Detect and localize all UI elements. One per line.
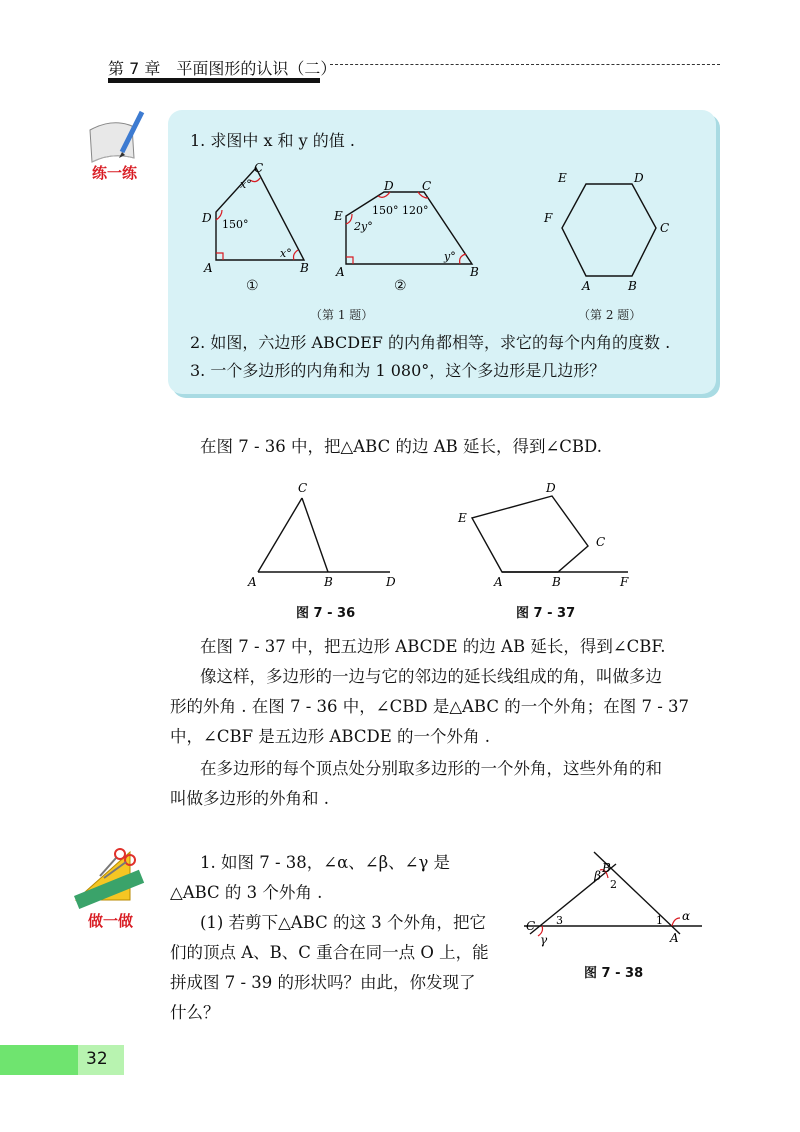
figure-7-36-caption: 图 7 - 36 [296, 606, 356, 621]
angle-1-label: 1 [656, 914, 663, 927]
angle-2y-label: 2y° [354, 220, 373, 233]
paragraph-2: 在图 7 - 37 中，把五边形 ABCDE 的边 AB 延长，得到∠CBF. [200, 637, 666, 656]
svg-text:D: D [546, 481, 556, 495]
svg-text:D: D [634, 171, 644, 185]
svg-text:E: E [458, 511, 467, 525]
activity-line-2: △ABC 的 3 个外角 . [170, 883, 323, 902]
figure-quadrilateral-1 [196, 160, 326, 280]
figure-1-caption: （第 1 题） [310, 308, 374, 322]
svg-text:A: A [248, 575, 257, 589]
angle-2-label: 2 [610, 878, 617, 891]
svg-text:D: D [386, 575, 396, 589]
activity-line-6: 什么？ [170, 1003, 220, 1022]
ruler-scissors-icon [70, 842, 150, 910]
svg-text:F: F [544, 211, 553, 225]
paragraph-4-line-1: 在多边形的每个顶点处分别取多边形的一个外角，这些外角的和 [200, 759, 662, 778]
header-dashed-rule [330, 64, 720, 65]
svg-text:B: B [300, 261, 309, 275]
svg-text:E: E [334, 209, 343, 223]
figure-2-caption: （第 2 题） [578, 308, 642, 322]
svg-text:C: C [660, 221, 670, 235]
svg-text:B: B [324, 575, 333, 589]
svg-text:A: A [494, 575, 503, 589]
angle-x-bottom-label: x° [280, 247, 292, 260]
page-number: 32 [86, 1049, 108, 1069]
svg-text:C: C [422, 179, 432, 193]
figure-7-36 [240, 476, 410, 592]
svg-text:C: C [526, 919, 536, 933]
paragraph-3-line-2: 形的外角 . 在图 7 - 36 中，∠CBD 是△ABC 的一个外角；在图 7 - 37 [170, 697, 690, 716]
svg-text:A: A [582, 279, 591, 293]
angle-120-label: 120° [402, 204, 429, 217]
svg-text:α: α [682, 909, 691, 923]
svg-text:F: F [620, 575, 629, 589]
header-underline [108, 78, 320, 83]
svg-text:B: B [602, 861, 611, 875]
svg-text:B: B [552, 575, 561, 589]
chapter-header: 第 7 章 平面图形的认识（二） [108, 59, 337, 78]
svg-text:C: C [298, 481, 308, 495]
svg-text:B: B [470, 265, 479, 279]
figure-7-37 [450, 478, 640, 594]
figure-7-38-caption: 图 7 - 38 [584, 966, 644, 981]
question-1: 1. 求图中 x 和 y 的值 . [190, 131, 355, 150]
svg-text:γ: γ [540, 933, 548, 947]
figure-hexagon [530, 170, 680, 294]
angle-150b-label: 150° [372, 204, 399, 217]
paragraph-3-line-1: 像这样，多边形的一边与它的邻边的延长线组成的角，叫做多边 [200, 667, 662, 686]
svg-text:A: A [204, 261, 213, 275]
angle-y-label: y° [444, 250, 456, 263]
paragraph-3-line-3: 中，∠CBF 是五边形 ABCDE 的一个外角 . [170, 727, 490, 746]
svg-text:A: A [670, 931, 679, 945]
activity-line-1: 1. 如图 7 - 38，∠α、∠β、∠γ 是 [200, 853, 451, 872]
subfigure-label-1: ① [246, 278, 259, 294]
activity-line-5: 拼成图 7 - 39 的形状吗？由此，你发现了 [170, 973, 476, 992]
subfigure-label-2: ② [394, 278, 407, 294]
activity-label: 做一做 [88, 912, 134, 930]
activity-line-3: (1) 若剪下△ABC 的这 3 个外角，把它 [200, 913, 487, 932]
svg-text:E: E [558, 171, 567, 185]
paragraph-4-line-2: 叫做多边形的外角和 . [170, 789, 329, 808]
figure-7-37-caption: 图 7 - 37 [516, 606, 576, 621]
notebook-pencil-icon [82, 108, 152, 168]
angle-x-top-label: x° [240, 178, 252, 191]
svg-text:B: B [628, 279, 637, 293]
svg-text:D: D [202, 211, 212, 225]
svg-text:D: D [384, 179, 394, 193]
question-2: 2. 如图，六边形 ABCDEF 的内角都相等，求它的每个内角的度数 . [190, 333, 671, 352]
activity-line-4: 们的顶点 A、B、C 重合在同一点 O 上，能 [170, 943, 489, 962]
svg-text:β: β [594, 869, 601, 883]
figure-pentagon-2 [332, 176, 482, 280]
svg-text:C: C [596, 535, 606, 549]
practice-label: 练一练 [92, 164, 138, 182]
figure-7-38 [520, 850, 710, 954]
angle-3-label: 3 [556, 914, 563, 927]
svg-text:C: C [254, 161, 264, 175]
question-3: 3. 一个多边形的内角和为 1 080°，这个多边形是几边形？ [190, 361, 606, 380]
paragraph-1: 在图 7 - 36 中，把△ABC 的边 AB 延长，得到∠CBD. [200, 437, 602, 456]
svg-text:A: A [336, 265, 345, 279]
angle-150-label: 150° [222, 218, 249, 231]
